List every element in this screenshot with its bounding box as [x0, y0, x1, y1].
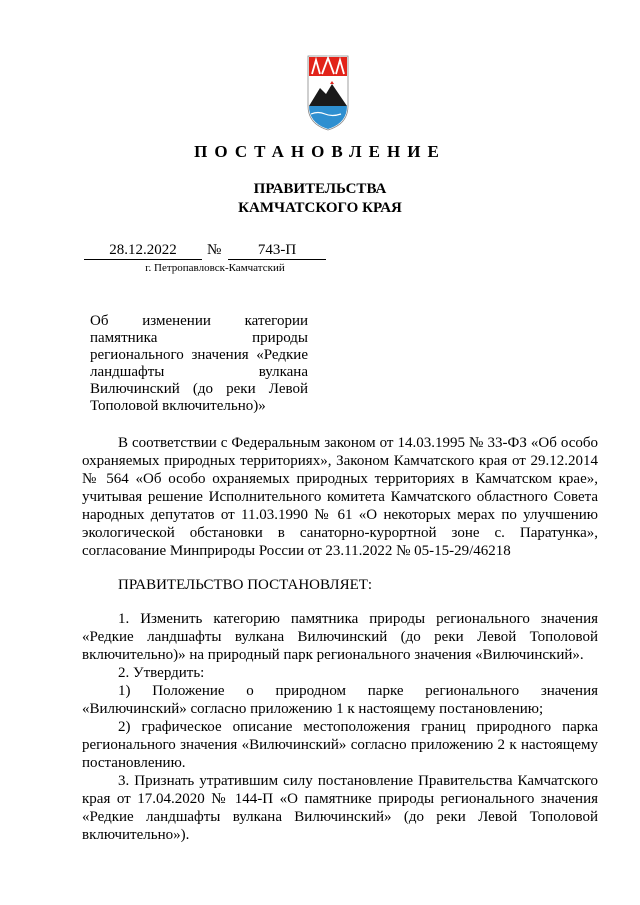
clause-2: 2. Утвердить:: [118, 665, 205, 681]
authority-line-1: ПРАВИТЕЛЬСТВА: [253, 181, 387, 197]
clause-1: 1. Изменить категорию памятника природы регионального значения «Редкие ландшафты вулкана Вилючинский (до реки Левой Тополовой включительно)» на природный парк регионального значения «Вилючинский».: [82, 611, 598, 663]
document-number: 743-П: [228, 242, 326, 260]
document-date: 28.12.2022: [84, 242, 202, 260]
clause-3: 3. Признать утратившим силу постановление Правительства Камчатского края от 17.04.2020 № 144-П «О памятнике природы регионального значения «Редкие ландшафты вулкана Вилючинский» (до реки Левой Тополовой включительно»).: [82, 773, 598, 843]
number-sign: №: [207, 242, 222, 258]
issuing-authority: [0, 180, 640, 218]
authority-line-2: КАМЧАТСКОГО КРАЯ: [238, 200, 402, 216]
city-of-issue: г. Петропавловск-Камчатский: [145, 262, 285, 274]
document-type-title: ПОСТАНОВЛЕНИЕ: [194, 142, 446, 161]
kamchatka-coat-of-arms-icon: [306, 54, 350, 132]
resolution-heading: ПРАВИТЕЛЬСТВО ПОСТАНОВЛЯЕТ:: [118, 577, 373, 593]
document-body: [82, 434, 598, 844]
document-subject: Об изменении категории памятника природы регионального значения «Редкие ландшафты вулкана Вилючинский (до реки Левой Тополовой включительно)»: [90, 313, 308, 414]
clause-2-1: 1) Положение о природном парке регионального значения «Вилючинский» согласно приложению 1 к настоящему постановлению;: [82, 683, 598, 717]
preamble-paragraph: В соответствии с Федеральным законом от 14.03.1995 № 33-ФЗ «Об особо охраняемых природных территориях», Законом Камчатского края от 29.12.2014 № 564 «Об особо охраняемых природных территориях в Камчатском крае», учитывая решение Исполнительного комитета Камчатского областного Совета народных депутатов от 11.03.1990 № 61 «О некоторых мерах по улучшению экологической обстановки в санаторно-курортной зоне с. Паратунка», согласование Минприроды России от 23.11.2022 № 05-15-29/46218: [82, 435, 598, 559]
clause-2-2: 2) графическое описание местоположения границ природного парка регионального значения «Вилючинский» согласно приложению 2 к настоящему постановлению.: [82, 719, 598, 771]
